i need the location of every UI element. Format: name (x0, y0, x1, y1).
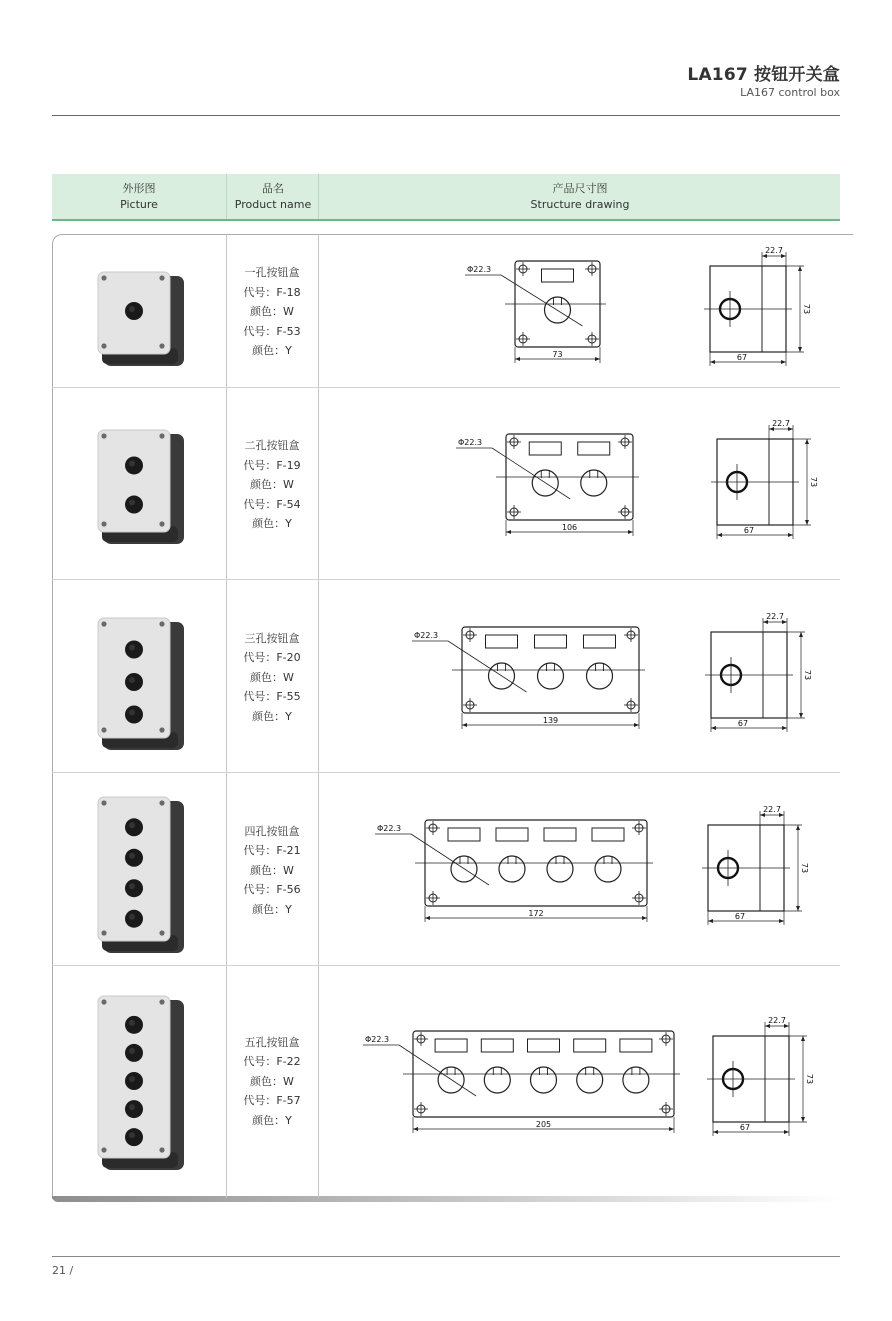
column-header-product-name: 品名 Product name (226, 174, 319, 219)
front-width-label: 205 (535, 1120, 552, 1129)
product-title: 二孔按钮盒 (244, 439, 300, 452)
product-code: 代号：F-21 (243, 844, 301, 858)
row-5-product-photo (96, 994, 190, 1174)
row-3-product-photo (96, 616, 190, 754)
column-header-picture: 外形图 Picture (120, 181, 158, 211)
product-code: 代号：F-20 (243, 651, 301, 665)
side-depth-label: 22.7 (772, 419, 790, 428)
row-1-product-name (226, 263, 318, 361)
hole-diameter-label: Φ22.3 (365, 1035, 390, 1044)
table-bottom-shadow (52, 1196, 840, 1202)
row-divider (52, 387, 840, 388)
product-title: 三孔按钮盒 (244, 631, 300, 645)
side-depth-label: 22.7 (768, 1016, 786, 1025)
front-width-label: 172 (528, 909, 544, 918)
side-height-label: 73 (800, 862, 809, 874)
product-code: 代号：F-18 (243, 285, 301, 299)
side-width-label: 67 (734, 912, 746, 921)
hole-diameter-label: Φ22.3 (414, 631, 439, 640)
table-header (52, 174, 840, 221)
hole-diameter-label: Φ22.3 (377, 824, 402, 833)
row-3-product-name (226, 629, 318, 727)
product-code: 代号：F-57 (243, 1094, 301, 1108)
page-subtitle: LA167 control box (740, 86, 840, 99)
row-3-side-view-drawing (701, 606, 817, 738)
row-5-side-view-drawing (703, 1010, 819, 1142)
product-color: 颜色：Y (252, 344, 292, 358)
product-code: 代号：F-53 (243, 324, 301, 338)
row-1-side-view-drawing (700, 240, 816, 372)
side-width-label: 67 (736, 353, 748, 362)
product-title: 四孔按钮盒 (244, 824, 300, 838)
front-width-label: 139 (542, 716, 559, 725)
side-height-label: 73 (802, 303, 811, 315)
hole-diameter-label: Φ22.3 (467, 265, 492, 274)
row-divider (52, 579, 840, 580)
row-2-product-photo (96, 428, 190, 548)
side-height-label: 73 (805, 1073, 814, 1085)
product-color: 颜色：Y (252, 902, 292, 916)
product-code: 代号：F-54 (243, 497, 301, 511)
row-divider (52, 965, 840, 966)
front-width-label: 106 (561, 523, 578, 532)
page-header (687, 60, 840, 99)
product-color: 颜色：W (250, 305, 294, 319)
side-depth-label: 22.7 (765, 246, 783, 255)
row-1-front-view-drawing (405, 257, 630, 383)
product-title: 五孔按钮盒 (244, 1035, 300, 1049)
side-depth-label: 22.7 (763, 805, 781, 814)
product-code: 代号：F-55 (243, 690, 301, 704)
footer-divider (52, 1256, 840, 1257)
page-title: LA167 按钮开关盒 (687, 65, 840, 85)
product-color: 颜色：W (250, 670, 294, 684)
product-color: 颜色：W (250, 863, 294, 877)
hole-diameter-label: Φ22.3 (458, 438, 483, 447)
row-4-front-view-drawing (315, 816, 677, 942)
side-depth-label: 22.7 (766, 612, 784, 621)
row-divider (52, 772, 840, 773)
product-color: 颜色：Y (252, 1113, 292, 1127)
column-header-structure-drawing: 产品尺寸图 Structure drawing (318, 174, 841, 219)
row-5-front-view-drawing (303, 1027, 704, 1153)
product-color: 颜色：W (250, 1074, 294, 1088)
row-2-product-name (226, 436, 318, 534)
product-color: 颜色：Y (252, 517, 292, 531)
row-4-product-name (226, 822, 318, 920)
row-4-product-photo (96, 795, 190, 957)
side-height-label: 73 (803, 669, 812, 681)
row-1-product-photo (96, 270, 190, 370)
page-number: 21 / (52, 1264, 74, 1277)
front-width-label: 73 (552, 350, 563, 359)
product-code: 代号：F-56 (243, 883, 301, 897)
row-2-front-view-drawing (396, 430, 663, 556)
row-4-side-view-drawing (698, 799, 814, 931)
product-color: 颜色：Y (252, 709, 292, 723)
product-code: 代号：F-19 (243, 458, 301, 472)
product-color: 颜色：W (250, 478, 294, 492)
product-code: 代号：F-22 (243, 1055, 301, 1069)
product-title: 一孔按钮盒 (244, 266, 300, 279)
side-width-label: 67 (743, 526, 755, 535)
header-divider (52, 115, 840, 116)
side-width-label: 67 (737, 719, 749, 728)
row-3-front-view-drawing (352, 623, 669, 749)
row-2-side-view-drawing (707, 413, 823, 545)
side-width-label: 67 (739, 1123, 751, 1132)
side-height-label: 73 (809, 476, 818, 488)
